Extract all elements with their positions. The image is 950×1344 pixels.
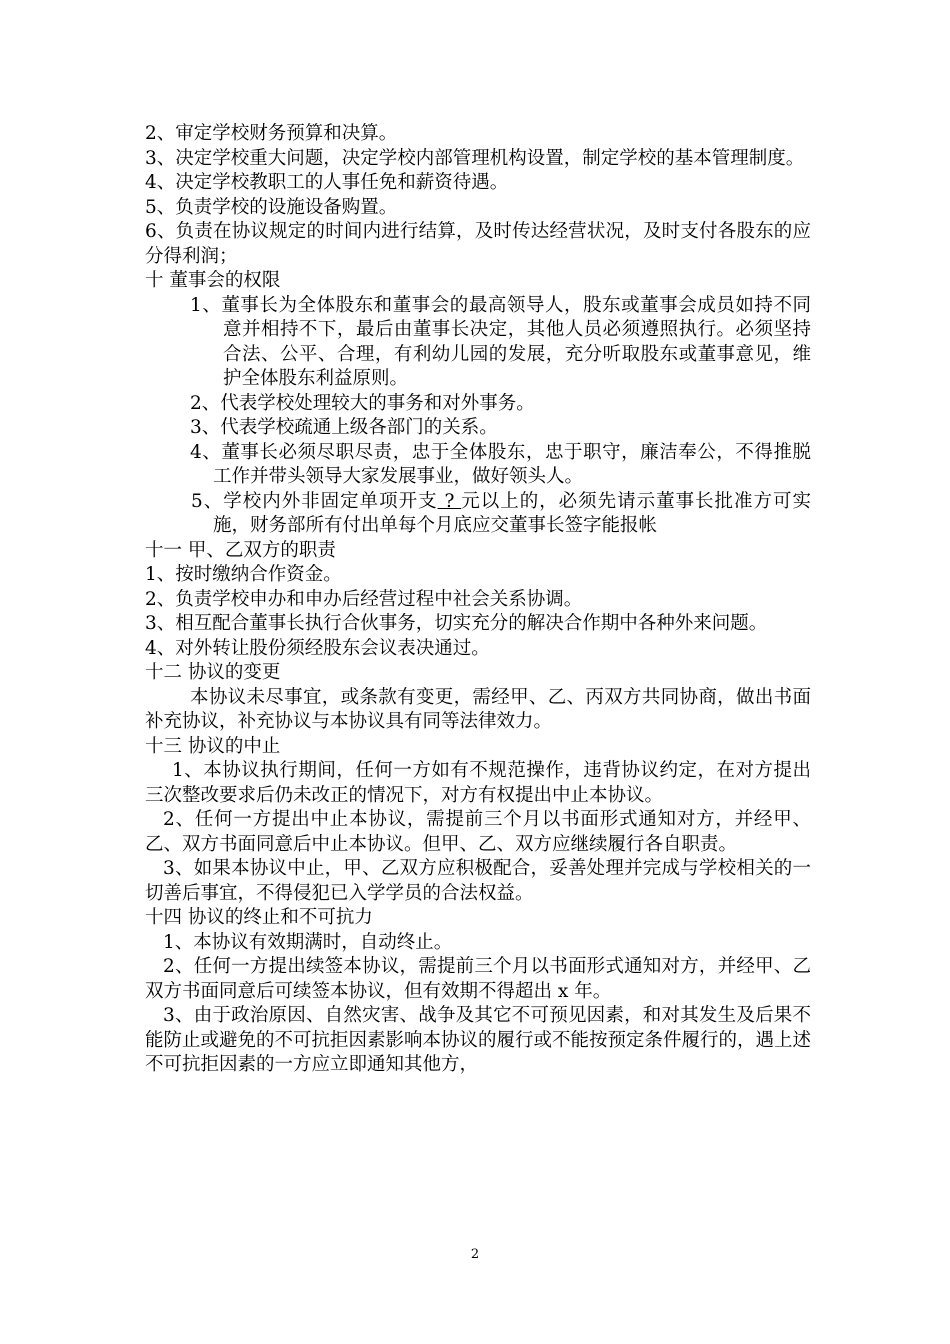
paragraph: 3、如果本协议中止，甲、乙双方应积极配合，妥善处理并完成与学校相关的一切善后事宜，不得侵犯已入学学员的合法权益。 [145, 858, 811, 904]
list-item [145, 490, 811, 539]
list-item: 1、董事长为全体股东和董事会的最高领导人，股东或董事会成员如持不同意并相持不下，最后由董事长决定，其他人员必须遵照执行。必须坚持合法、公平、合理，有利幼儿园的发展，充分听取股东或董事意见，维护全体股东利益原则。 [190, 294, 811, 389]
list-item: 2、审定学校财务预算和决算。 [145, 123, 398, 144]
list-item: 2、负责学校申办和申办后经营过程中社会关系协调。 [145, 588, 583, 610]
paragraph: 3、由于政治原因、自然灾害、战争及其它不可预见因素，和对其发生及后果不能防止或避免的不可抗拒因素影响本协议的履行或不能按预定条件履行的，遇上述不可抗拒因素的一方应立即通知其他方， [145, 1005, 812, 1075]
list-item: 4、决定学校教职工的人事任免和薪资待遇。 [145, 172, 509, 193]
list-item-text: 元以上的，必须先请示董事长批准方可实施，财务部所有付出单每个月底应交董事长签字能报帐 [213, 490, 811, 536]
list-item: 6、负责在协议规定的时间内进行结算，及时传达经营状况，及时支付各股东的应分得利润； [145, 221, 811, 267]
amount-blank: ? [437, 490, 462, 512]
list-item: 5、负责学校的设施设备购置。 [145, 196, 398, 218]
list-item: 2、代表学校处理较大的事务和对外事务。 [190, 392, 535, 414]
section-heading: 十 董事会的权限 [145, 270, 281, 291]
list-item: 3、相互配合董事长执行合伙事务，切实充分的解决合作期中各种外来问题。 [145, 613, 768, 634]
paragraph: 2、任何一方提出续签本协议，需提前三个月以书面形式通知对方，并经甲、乙双方书面同意后可续签本协议，但有效期不得超出 x 年。 [145, 956, 811, 1002]
list-item: 1、按时缴纳合作资金。 [145, 564, 342, 585]
paragraph: 2、任何一方提出中止本协议，需提前三个月以书面形式通知对方，并经甲、乙、双方书面同意后中止本协议。但甲、乙、双方应继续履行各自职责。 [145, 809, 811, 855]
document-body [145, 122, 811, 1078]
section-heading: 十三 协议的中止 [145, 735, 281, 757]
paragraph: 1、本协议有效期满时，自动终止。 [163, 931, 453, 953]
section-heading: 十二 协议的变更 [145, 662, 281, 683]
paragraph: 1、本协议执行期间，任何一方如有不规范操作，违背协议约定，在对方提出三次整改要求后仍未改正的情况下，对方有权提出中止本协议。 [145, 760, 811, 806]
list-item: 4、对外转让股份须经股东会议表决通过。 [145, 637, 490, 659]
paragraph: 本协议未尽事宜，或条款有变更，需经甲、乙、丙双方共同协商，做出书面补充协议，补充协议与本协议具有同等法律效力。 [145, 686, 811, 732]
list-item: 3、代表学校疏通上级各部门的关系。 [190, 417, 498, 438]
list-item-text: 5、学校内外非固定单项开支 [191, 490, 438, 512]
list-item: 3、决定学校重大问题，决定学校内部管理机构设置，制定学校的基本管理制度。 [145, 147, 805, 169]
list-item: 4、董事长必须尽职尽责，忠于全体股东，忠于职守，廉洁奉公，不得推脱工作并带头领导大家发展事业，做好领头人。 [190, 441, 811, 487]
section-heading: 十四 协议的终止和不可抗力 [145, 907, 373, 928]
page-number: 2 [470, 1247, 480, 1262]
section-heading: 十一 甲、乙双方的职责 [145, 539, 336, 561]
